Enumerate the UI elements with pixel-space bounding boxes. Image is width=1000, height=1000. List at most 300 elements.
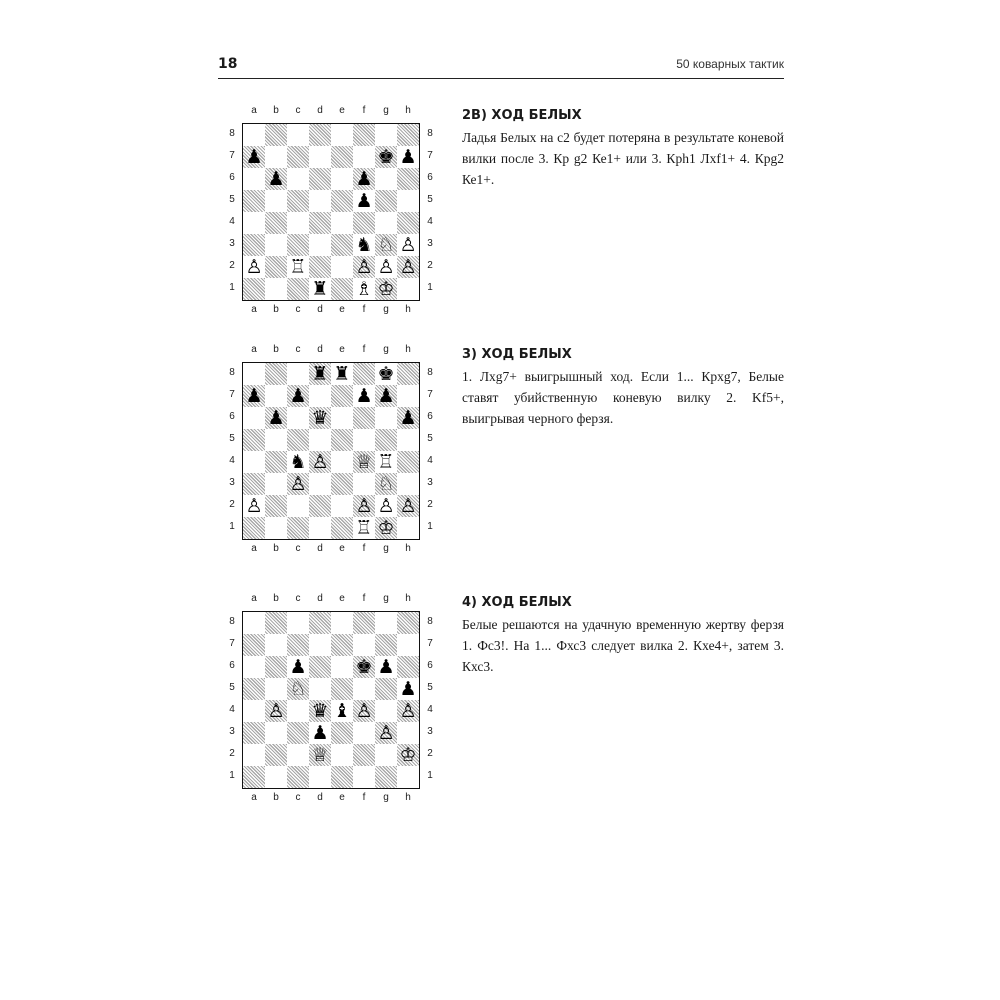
square-h6 [397, 407, 419, 429]
square-b8 [265, 363, 287, 385]
square-f1 [353, 517, 375, 539]
rank-label-2: 2 [229, 499, 235, 510]
file-label-h: h [405, 304, 411, 315]
square-h5 [397, 190, 419, 212]
chessboard [242, 362, 420, 540]
square-h6 [397, 656, 419, 678]
square-b1 [265, 278, 287, 300]
square-d8 [309, 124, 331, 146]
square-a8 [243, 363, 265, 385]
black-pawn-icon: ♟ [377, 656, 395, 678]
chess-diagram-1 [222, 105, 432, 325]
square-d7 [309, 385, 331, 407]
square-g5 [375, 190, 397, 212]
square-g4 [375, 212, 397, 234]
file-label-c: c [295, 792, 301, 803]
white-pawn-icon: ♙ [399, 700, 417, 722]
square-d2 [309, 256, 331, 278]
square-b4 [265, 700, 287, 722]
square-a2 [243, 495, 265, 517]
square-a6 [243, 168, 265, 190]
square-e5 [331, 678, 353, 700]
file-label-a: a [251, 792, 257, 803]
square-h3 [397, 722, 419, 744]
white-queen-icon: ♕ [311, 744, 329, 766]
file-label-h: h [405, 593, 411, 604]
file-label-f: f [362, 105, 366, 116]
black-pawn-icon: ♟ [289, 656, 307, 678]
square-g2 [375, 256, 397, 278]
square-e6 [331, 656, 353, 678]
square-c2 [287, 744, 309, 766]
file-label-b: b [273, 105, 279, 116]
white-king-icon: ♔ [377, 517, 395, 539]
square-f2 [353, 744, 375, 766]
file-label-g: g [383, 543, 389, 554]
square-e8 [331, 363, 353, 385]
square-e3 [331, 722, 353, 744]
square-d3 [309, 234, 331, 256]
square-e5 [331, 190, 353, 212]
square-d4 [309, 700, 331, 722]
file-label-d: d [317, 344, 323, 355]
square-d5 [309, 190, 331, 212]
white-pawn-icon: ♙ [399, 256, 417, 278]
file-label-d: d [317, 105, 323, 116]
file-label-a: a [251, 593, 257, 604]
rank-label-3: 3 [427, 477, 433, 488]
white-pawn-icon: ♙ [267, 700, 285, 722]
square-a2 [243, 744, 265, 766]
file-label-a: a [251, 543, 257, 554]
rank-label-4: 4 [229, 216, 235, 227]
caption-block-3 [462, 595, 784, 677]
white-pawn-icon: ♙ [289, 473, 307, 495]
black-rook-icon: ♜ [333, 363, 351, 385]
square-f1 [353, 278, 375, 300]
file-label-b: b [273, 792, 279, 803]
rank-label-2: 2 [427, 260, 433, 271]
chess-diagram-2 [222, 344, 432, 564]
square-c2 [287, 256, 309, 278]
square-a4 [243, 451, 265, 473]
square-h4 [397, 700, 419, 722]
square-f7 [353, 634, 375, 656]
file-label-f: f [362, 543, 366, 554]
black-pawn-icon: ♟ [267, 168, 285, 190]
rank-label-3: 3 [229, 726, 235, 737]
square-g1 [375, 766, 397, 788]
square-a4 [243, 212, 265, 234]
black-bishop-icon: ♝ [333, 700, 351, 722]
square-b5 [265, 678, 287, 700]
square-d1 [309, 766, 331, 788]
square-b2 [265, 495, 287, 517]
square-b7 [265, 385, 287, 407]
file-label-e: e [339, 105, 345, 116]
rank-label-8: 8 [229, 128, 235, 139]
rank-label-1: 1 [229, 770, 235, 781]
white-pawn-icon: ♙ [355, 495, 373, 517]
square-h7 [397, 385, 419, 407]
file-label-g: g [383, 593, 389, 604]
rank-label-4: 4 [427, 704, 433, 715]
square-d3 [309, 473, 331, 495]
square-a7 [243, 146, 265, 168]
file-label-g: g [383, 304, 389, 315]
white-pawn-icon: ♙ [245, 256, 263, 278]
square-c1 [287, 517, 309, 539]
rank-label-8: 8 [427, 367, 433, 378]
rank-label-2: 2 [427, 499, 433, 510]
square-h3 [397, 473, 419, 495]
square-g1 [375, 278, 397, 300]
file-label-d: d [317, 792, 323, 803]
square-d6 [309, 168, 331, 190]
file-label-g: g [383, 105, 389, 116]
square-g6 [375, 168, 397, 190]
file-label-a: a [251, 344, 257, 355]
rank-label-6: 6 [229, 172, 235, 183]
square-b2 [265, 744, 287, 766]
square-g3 [375, 473, 397, 495]
square-d2 [309, 744, 331, 766]
file-label-e: e [339, 344, 345, 355]
square-e5 [331, 429, 353, 451]
file-label-a: a [251, 105, 257, 116]
square-h8 [397, 612, 419, 634]
rank-label-5: 5 [427, 194, 433, 205]
square-g5 [375, 678, 397, 700]
square-f6 [353, 656, 375, 678]
rank-label-5: 5 [229, 682, 235, 693]
square-e4 [331, 700, 353, 722]
rank-label-7: 7 [229, 389, 235, 400]
square-f4 [353, 451, 375, 473]
rank-label-4: 4 [229, 455, 235, 466]
file-label-h: h [405, 792, 411, 803]
white-king-icon: ♔ [377, 278, 395, 300]
white-pawn-icon: ♙ [377, 722, 395, 744]
file-label-d: d [317, 543, 323, 554]
square-h4 [397, 451, 419, 473]
caption-title: 4) ХОД БЕЛЫХ [462, 595, 572, 610]
caption-block-1 [462, 108, 784, 190]
chess-diagram-3 [222, 593, 432, 813]
square-g8 [375, 612, 397, 634]
square-h1 [397, 517, 419, 539]
square-e2 [331, 495, 353, 517]
square-b6 [265, 656, 287, 678]
black-pawn-icon: ♟ [245, 385, 263, 407]
black-pawn-icon: ♟ [399, 146, 417, 168]
chessboard [242, 611, 420, 789]
rank-label-8: 8 [427, 128, 433, 139]
square-d1 [309, 517, 331, 539]
square-a3 [243, 722, 265, 744]
square-c1 [287, 278, 309, 300]
file-label-c: c [295, 105, 301, 116]
square-b3 [265, 473, 287, 495]
rank-label-5: 5 [427, 433, 433, 444]
black-king-icon: ♚ [355, 656, 373, 678]
rank-label-4: 4 [427, 216, 433, 227]
white-pawn-icon: ♙ [245, 495, 263, 517]
square-h2 [397, 256, 419, 278]
rank-label-7: 7 [229, 150, 235, 161]
square-f4 [353, 212, 375, 234]
square-f3 [353, 234, 375, 256]
square-a7 [243, 634, 265, 656]
rank-label-1: 1 [427, 770, 433, 781]
square-e8 [331, 612, 353, 634]
square-c2 [287, 495, 309, 517]
white-knight-icon: ♘ [377, 234, 395, 256]
page-header [218, 56, 784, 79]
square-c4 [287, 451, 309, 473]
black-pawn-icon: ♟ [267, 407, 285, 429]
square-b3 [265, 234, 287, 256]
square-c6 [287, 407, 309, 429]
square-c7 [287, 385, 309, 407]
file-label-d: d [317, 304, 323, 315]
square-e1 [331, 517, 353, 539]
rank-label-8: 8 [229, 367, 235, 378]
square-c7 [287, 634, 309, 656]
black-king-icon: ♚ [377, 363, 395, 385]
square-e8 [331, 124, 353, 146]
square-d7 [309, 146, 331, 168]
square-e4 [331, 212, 353, 234]
file-label-f: f [362, 304, 366, 315]
file-label-c: c [295, 593, 301, 604]
square-g3 [375, 234, 397, 256]
file-label-e: e [339, 304, 345, 315]
rank-label-1: 1 [427, 521, 433, 532]
square-c5 [287, 678, 309, 700]
file-label-b: b [273, 344, 279, 355]
square-h1 [397, 766, 419, 788]
rank-label-8: 8 [427, 616, 433, 627]
chessboard [242, 123, 420, 301]
file-label-b: b [273, 593, 279, 604]
square-c5 [287, 190, 309, 212]
square-h2 [397, 744, 419, 766]
square-g8 [375, 363, 397, 385]
square-f8 [353, 363, 375, 385]
square-d1 [309, 278, 331, 300]
file-label-h: h [405, 543, 411, 554]
rank-label-7: 7 [427, 638, 433, 649]
square-f6 [353, 168, 375, 190]
square-g6 [375, 656, 397, 678]
rank-label-6: 6 [427, 172, 433, 183]
rank-label-3: 3 [229, 477, 235, 488]
white-pawn-icon: ♙ [377, 256, 395, 278]
square-h5 [397, 429, 419, 451]
square-f8 [353, 612, 375, 634]
square-d8 [309, 612, 331, 634]
square-f6 [353, 407, 375, 429]
square-b6 [265, 407, 287, 429]
square-h6 [397, 168, 419, 190]
square-b6 [265, 168, 287, 190]
white-pawn-icon: ♙ [355, 700, 373, 722]
square-f5 [353, 190, 375, 212]
square-e7 [331, 146, 353, 168]
rank-label-6: 6 [229, 660, 235, 671]
square-f3 [353, 473, 375, 495]
rank-label-3: 3 [427, 238, 433, 249]
rank-label-7: 7 [427, 389, 433, 400]
square-c6 [287, 168, 309, 190]
square-d8 [309, 363, 331, 385]
rank-label-6: 6 [427, 411, 433, 422]
square-b1 [265, 766, 287, 788]
square-a1 [243, 766, 265, 788]
square-a3 [243, 234, 265, 256]
square-d4 [309, 451, 331, 473]
square-e2 [331, 744, 353, 766]
square-a6 [243, 656, 265, 678]
white-pawn-icon: ♙ [399, 234, 417, 256]
square-e2 [331, 256, 353, 278]
file-label-e: e [339, 792, 345, 803]
square-e6 [331, 168, 353, 190]
caption-text: Белые решаются на удачную временную жертву ферзя 1. Фс3!. На 1... Фхс3 следует вилка 2. Кхе4+, затем 3. Кхс3. [462, 617, 784, 674]
square-c4 [287, 212, 309, 234]
rank-label-2: 2 [229, 260, 235, 271]
file-label-c: c [295, 543, 301, 554]
black-pawn-icon: ♟ [355, 190, 373, 212]
black-pawn-icon: ♟ [355, 385, 373, 407]
square-a5 [243, 190, 265, 212]
square-c6 [287, 656, 309, 678]
rank-label-7: 7 [427, 150, 433, 161]
square-b3 [265, 722, 287, 744]
square-c4 [287, 700, 309, 722]
square-c8 [287, 363, 309, 385]
rank-label-2: 2 [427, 748, 433, 759]
file-label-f: f [362, 593, 366, 604]
square-d6 [309, 656, 331, 678]
square-f5 [353, 678, 375, 700]
square-b4 [265, 212, 287, 234]
square-a2 [243, 256, 265, 278]
white-pawn-icon: ♙ [377, 495, 395, 517]
black-rook-icon: ♜ [311, 278, 329, 300]
file-label-b: b [273, 543, 279, 554]
white-knight-icon: ♘ [377, 473, 395, 495]
square-c8 [287, 124, 309, 146]
square-g2 [375, 744, 397, 766]
square-b2 [265, 256, 287, 278]
square-a5 [243, 678, 265, 700]
square-a6 [243, 407, 265, 429]
white-pawn-icon: ♙ [355, 256, 373, 278]
black-queen-icon: ♛ [311, 700, 329, 722]
square-f7 [353, 385, 375, 407]
square-c5 [287, 429, 309, 451]
square-d3 [309, 722, 331, 744]
square-g4 [375, 700, 397, 722]
square-h7 [397, 634, 419, 656]
black-pawn-icon: ♟ [399, 678, 417, 700]
square-b1 [265, 517, 287, 539]
rank-label-4: 4 [229, 704, 235, 715]
rank-label-1: 1 [229, 521, 235, 532]
running-title: 50 коварных тактик [676, 57, 784, 71]
square-d5 [309, 429, 331, 451]
square-a1 [243, 517, 265, 539]
square-a7 [243, 385, 265, 407]
square-a4 [243, 700, 265, 722]
square-g2 [375, 495, 397, 517]
white-rook-icon: ♖ [355, 517, 373, 539]
black-pawn-icon: ♟ [399, 407, 417, 429]
rank-label-5: 5 [427, 682, 433, 693]
black-pawn-icon: ♟ [311, 722, 329, 744]
square-b4 [265, 451, 287, 473]
file-label-e: e [339, 543, 345, 554]
square-g3 [375, 722, 397, 744]
square-f2 [353, 256, 375, 278]
rank-label-3: 3 [427, 726, 433, 737]
file-label-c: c [295, 304, 301, 315]
square-g4 [375, 451, 397, 473]
square-g7 [375, 385, 397, 407]
square-e1 [331, 278, 353, 300]
rank-label-1: 1 [427, 282, 433, 293]
square-g8 [375, 124, 397, 146]
square-h5 [397, 678, 419, 700]
file-label-g: g [383, 792, 389, 803]
file-label-g: g [383, 344, 389, 355]
black-rook-icon: ♜ [311, 363, 329, 385]
square-b7 [265, 634, 287, 656]
square-f3 [353, 722, 375, 744]
black-pawn-icon: ♟ [377, 385, 395, 407]
square-f2 [353, 495, 375, 517]
square-c7 [287, 146, 309, 168]
white-pawn-icon: ♙ [399, 495, 417, 517]
square-b8 [265, 612, 287, 634]
square-c3 [287, 473, 309, 495]
square-a1 [243, 278, 265, 300]
square-g1 [375, 517, 397, 539]
square-e6 [331, 407, 353, 429]
black-pawn-icon: ♟ [245, 146, 263, 168]
file-label-d: d [317, 593, 323, 604]
square-a8 [243, 124, 265, 146]
white-king-icon: ♔ [399, 744, 417, 766]
square-e3 [331, 234, 353, 256]
rank-label-6: 6 [229, 411, 235, 422]
rank-label-4: 4 [427, 455, 433, 466]
file-label-f: f [362, 792, 366, 803]
square-c3 [287, 722, 309, 744]
file-label-e: e [339, 593, 345, 604]
caption-text: 1. Лхg7+ выигрышный ход. Если 1... Крхg7, Белые ставят убийственную коневую вилку 2. Kf5+, выигрывая черного ферзя. [462, 369, 784, 426]
rank-label-7: 7 [229, 638, 235, 649]
square-c8 [287, 612, 309, 634]
file-label-f: f [362, 344, 366, 355]
square-h1 [397, 278, 419, 300]
rank-label-3: 3 [229, 238, 235, 249]
white-bishop-icon: ♗ [355, 278, 373, 300]
file-label-c: c [295, 344, 301, 355]
square-c3 [287, 234, 309, 256]
